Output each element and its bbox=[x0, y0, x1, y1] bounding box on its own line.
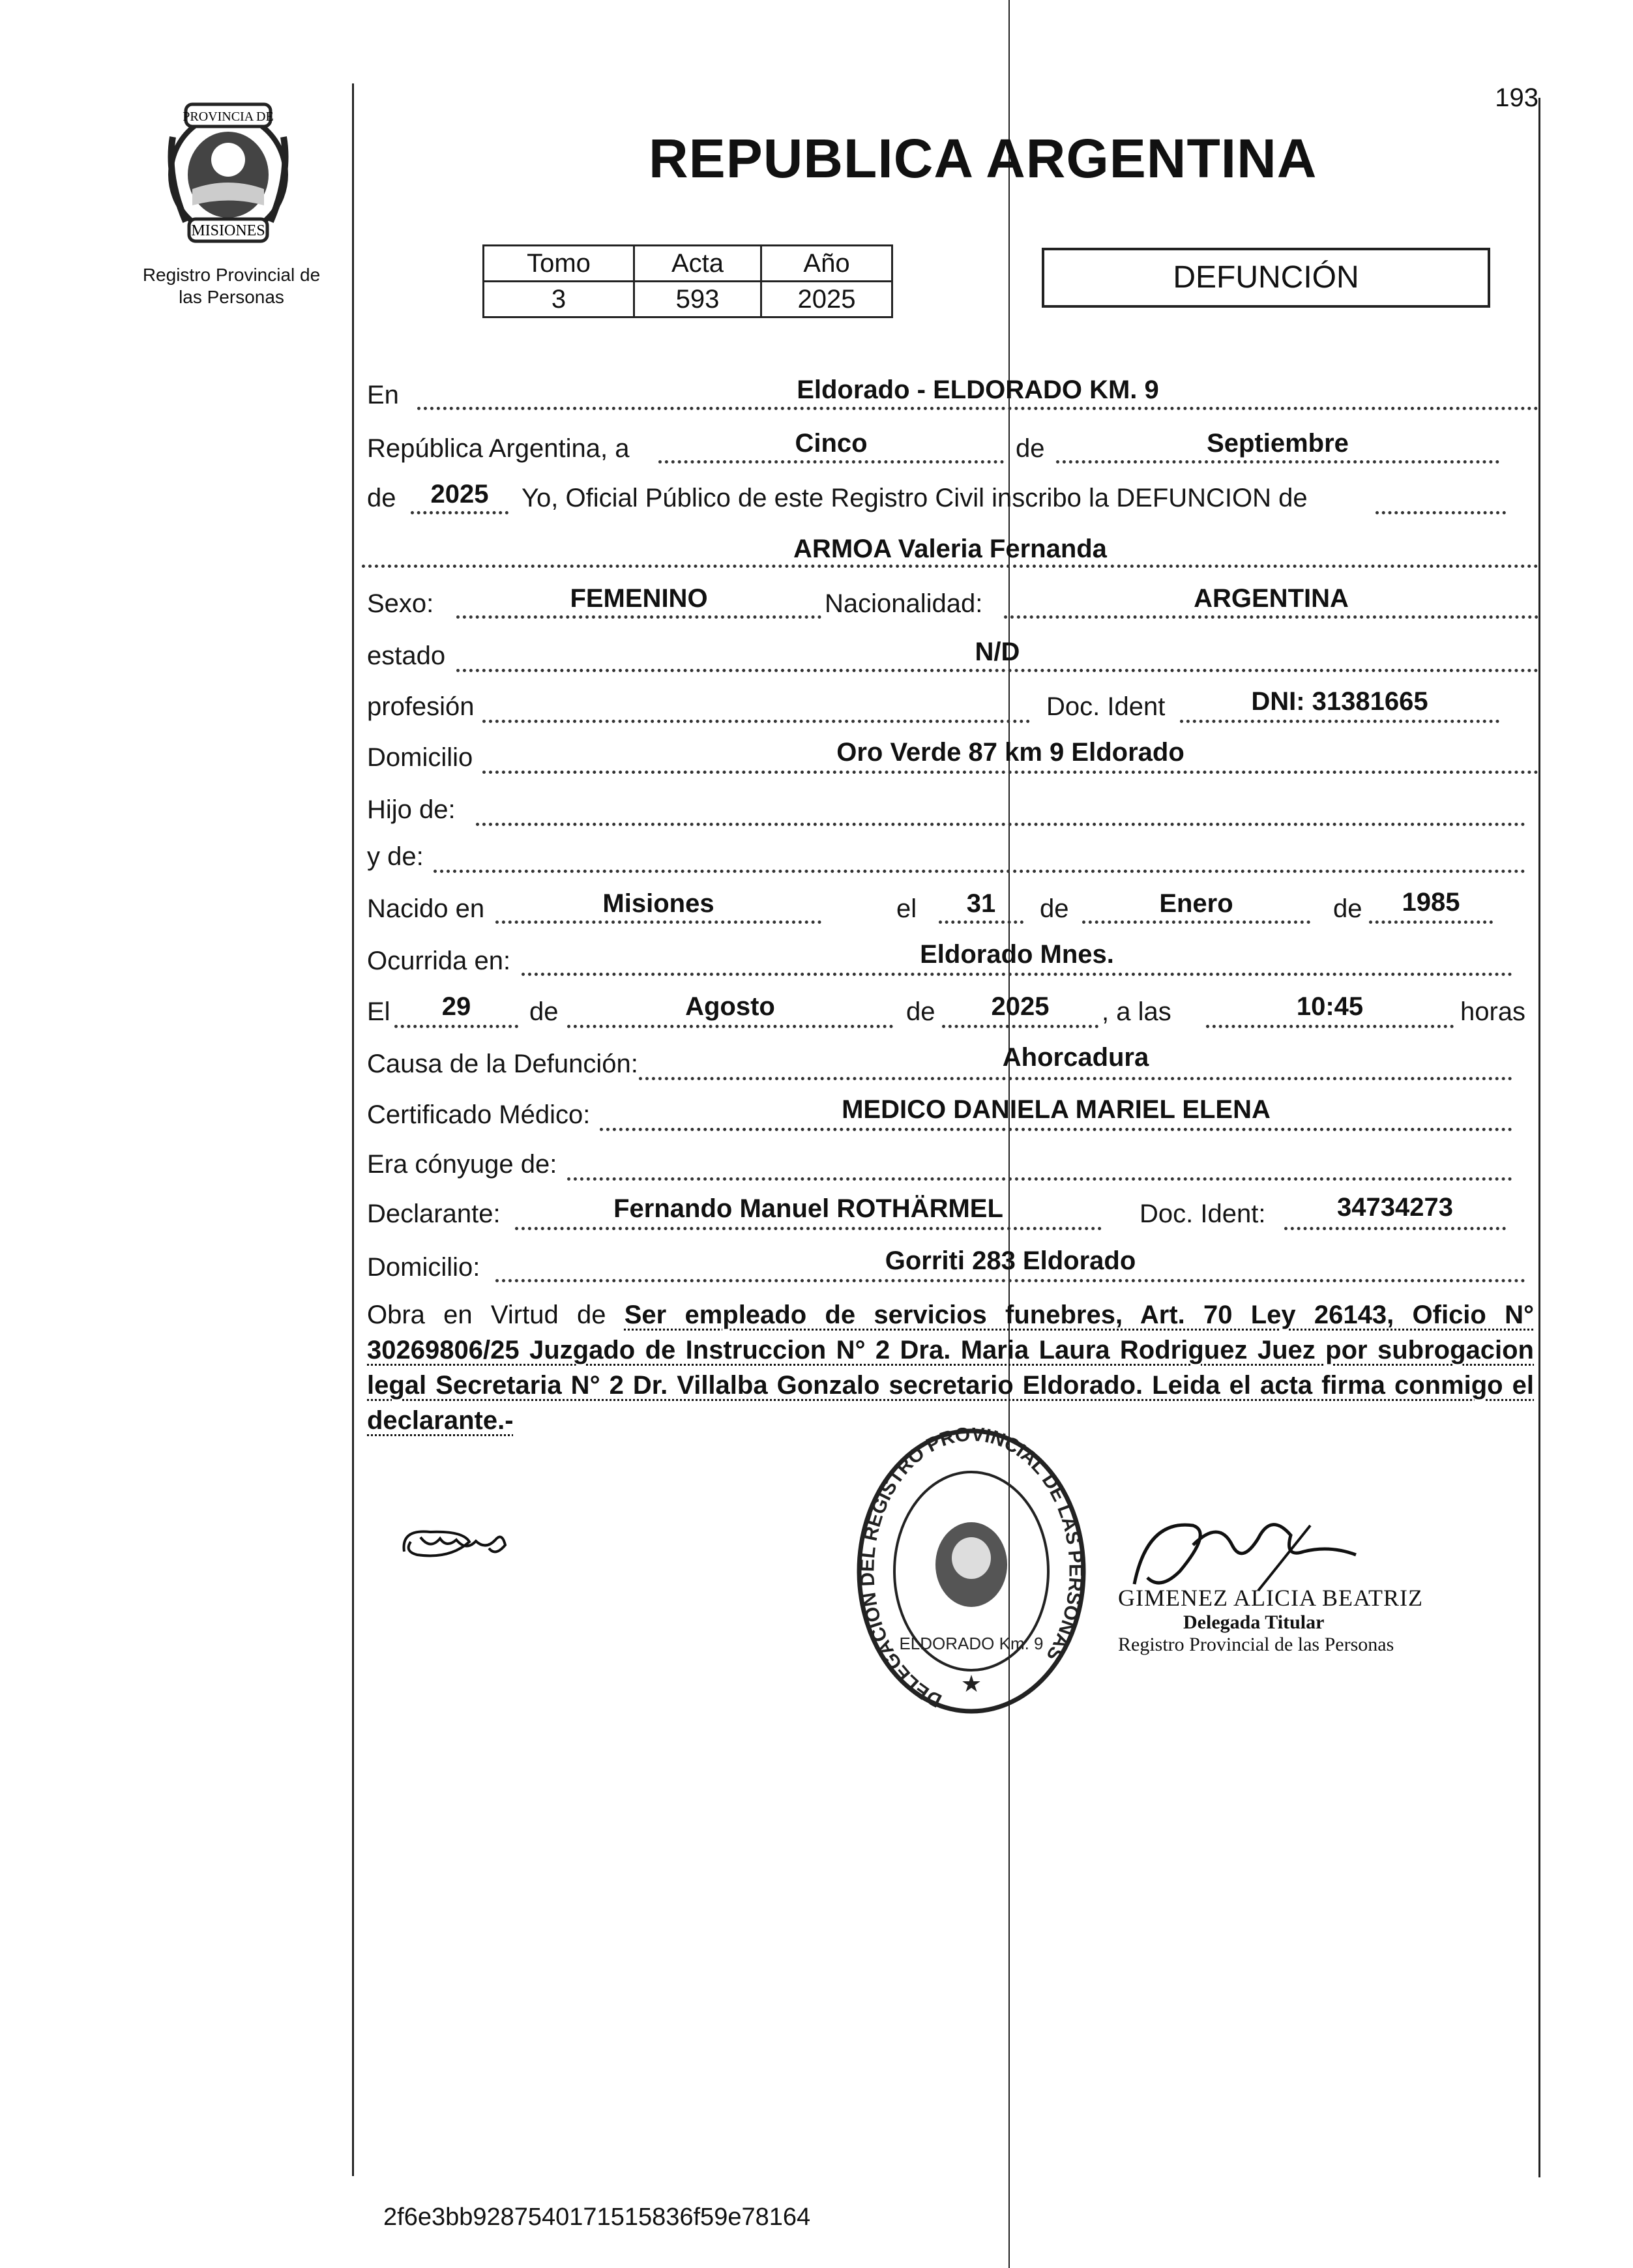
dotline-declarante-domicilio bbox=[495, 1279, 1525, 1282]
label-certificado: Certificado Médico: bbox=[367, 1100, 591, 1129]
label-nacido-en: Nacido en bbox=[367, 894, 485, 923]
value-fallec-dia: 29 bbox=[441, 992, 471, 1021]
label-de-1: de bbox=[1016, 434, 1045, 463]
page-title: REPUBLICA ARGENTINA bbox=[649, 128, 1317, 189]
emblem-top-text: PROVINCIA DE bbox=[183, 110, 274, 124]
registry-name bbox=[124, 264, 339, 308]
document-type-box bbox=[1042, 248, 1490, 308]
value-fallec-anio: 2025 bbox=[991, 992, 1050, 1021]
label-horas: horas bbox=[1460, 997, 1526, 1026]
dotline-sexo bbox=[456, 615, 821, 619]
declarant-signature bbox=[391, 1512, 535, 1571]
official-name: GIMENEZ ALICIA BEATRIZ bbox=[1118, 1585, 1423, 1611]
dotline-fallec-dia bbox=[394, 1025, 518, 1028]
dotline-certificado bbox=[600, 1128, 1512, 1131]
label-a-las: , a las bbox=[1102, 997, 1171, 1026]
value-certificado: MEDICO DANIELA MARIEL ELENA bbox=[842, 1095, 1271, 1124]
label-en: En bbox=[367, 381, 399, 409]
anio-header: Año bbox=[761, 246, 892, 282]
label-doc-ident: Doc. Ident bbox=[1046, 692, 1166, 721]
signature-block bbox=[1118, 1584, 1457, 1656]
center-fold-line bbox=[1008, 0, 1010, 2268]
label-de-fallec-1: de bbox=[529, 997, 559, 1026]
label-el-nacido: el bbox=[896, 894, 917, 923]
label-estado: estado bbox=[367, 641, 446, 670]
value-estado: N/D bbox=[975, 638, 1020, 666]
label-republica: República Argentina, a bbox=[367, 434, 630, 463]
value-declarante-domicilio: Gorriti 283 Eldorado bbox=[885, 1246, 1136, 1275]
value-nacido-anio: 1985 bbox=[1402, 888, 1460, 917]
dotline-conyuge bbox=[567, 1177, 1512, 1181]
label-doc-ident-declarante: Doc. Ident: bbox=[1140, 1200, 1266, 1228]
emblem-bottom-text: MISIONES bbox=[191, 222, 265, 239]
dotline-nombre bbox=[362, 565, 1538, 568]
value-hora: 10:45 bbox=[1296, 992, 1364, 1021]
dotline-causa bbox=[639, 1077, 1512, 1080]
label-hijo-de: Hijo de: bbox=[367, 795, 456, 824]
value-fallec-mes: Agosto bbox=[685, 992, 775, 1021]
misiones-shield-icon bbox=[147, 98, 310, 248]
dotline-dni bbox=[1180, 720, 1499, 723]
label-el: El bbox=[367, 997, 390, 1026]
registry-line-2: las Personas bbox=[179, 287, 284, 307]
value-mes: Septiembre bbox=[1207, 429, 1349, 458]
value-nacido-dia: 31 bbox=[966, 889, 996, 918]
acta-header: Acta bbox=[634, 246, 761, 282]
value-obra-texto: Ser empleado de servicios funebres, Art. 70 Ley 26143, Oficio N° 30269806/25 Juzgado de Instruccion N° 2 Dra. Maria Laura Rodriguez Juez por subrogacion legal Secretaria N° 2 Dr. Villalba Gonzalo secretario Eldorado. Leida el acta firma conmigo el declarante.- bbox=[367, 1301, 1534, 1435]
value-ocurrida: Eldorado Mnes. bbox=[920, 940, 1114, 969]
page-number: 193 bbox=[1495, 83, 1538, 112]
dotline-nacido-dia bbox=[939, 920, 1023, 924]
dotline-anio bbox=[411, 511, 508, 514]
book-reference-table bbox=[482, 244, 893, 318]
label-domicilio: Domicilio bbox=[367, 743, 473, 772]
label-obra: Obra en Virtud de bbox=[367, 1301, 606, 1329]
dotline-y-de bbox=[434, 870, 1525, 873]
stamp-star-icon: ★ bbox=[960, 1670, 982, 1697]
registry-stamp-icon bbox=[851, 1428, 1092, 1728]
dotline-fallec-anio bbox=[942, 1025, 1098, 1028]
acta-value: 593 bbox=[634, 282, 761, 317]
value-nombre: ARMOA Valeria Fernanda bbox=[793, 535, 1107, 563]
label-de-nacido-1: de bbox=[1040, 894, 1069, 923]
label-domicilio-declarante: Domicilio: bbox=[367, 1253, 480, 1282]
dotline-profesion bbox=[482, 720, 1030, 723]
dotline-nacido-lugar bbox=[495, 920, 821, 924]
dotline-nacionalidad bbox=[1004, 615, 1538, 619]
declarant-signature-icon bbox=[391, 1512, 535, 1571]
dotline-dia bbox=[658, 460, 1004, 464]
document-type: DEFUNCIÓN bbox=[1173, 260, 1359, 295]
tomo-header: Tomo bbox=[484, 246, 634, 282]
label-de-2: de bbox=[367, 484, 396, 512]
label-yo-oficial: Yo, Oficial Público de este Registro Civil inscribo la DEFUNCION de bbox=[522, 484, 1308, 512]
stamp-ring-text: DELEGACION DEL REGISTRO PROVINCIAL DE LAS PERSONAS bbox=[857, 1428, 1087, 1711]
book-table-header-row bbox=[484, 246, 892, 282]
label-de-fallec-2: de bbox=[906, 997, 935, 1026]
value-sexo: FEMENINO bbox=[570, 584, 708, 613]
tomo-value: 3 bbox=[484, 282, 634, 317]
value-causa: Ahorcadura bbox=[1002, 1043, 1149, 1072]
dotline-nacido-mes bbox=[1082, 920, 1310, 924]
book-table-value-row bbox=[484, 282, 892, 317]
label-y-de: y de: bbox=[367, 842, 424, 871]
left-margin-rule bbox=[352, 83, 354, 2176]
anio-value: 2025 bbox=[761, 282, 892, 317]
dotline-hora bbox=[1206, 1025, 1454, 1028]
value-lugar: Eldorado - ELDORADO KM. 9 bbox=[797, 376, 1159, 404]
province-emblem bbox=[147, 98, 310, 248]
dotline-declarante-doc bbox=[1284, 1227, 1506, 1230]
official-office: Registro Provincial de las Personas bbox=[1118, 1634, 1394, 1655]
label-de-nacido-2: de bbox=[1333, 894, 1362, 923]
stamp-inner-text: ELDORADO Km. 9 bbox=[899, 1634, 1044, 1653]
label-declarante: Declarante: bbox=[367, 1200, 501, 1228]
registry-line-1: Registro Provincial de bbox=[142, 265, 321, 285]
value-dia: Cinco bbox=[795, 429, 868, 458]
dotline-fallec-mes bbox=[567, 1025, 893, 1028]
official-role: Delegada Titular bbox=[1183, 1612, 1325, 1633]
official-stamp bbox=[851, 1428, 1092, 1728]
dotline-estado bbox=[456, 669, 1538, 672]
value-nacionalidad: ARGENTINA bbox=[1194, 584, 1349, 613]
dotline-declarante bbox=[515, 1227, 1102, 1230]
dotline-yo bbox=[1376, 511, 1506, 514]
document-hash: 2f6e3bb9287540171515836f59e78164 bbox=[383, 2203, 811, 2231]
dotline-nacido-anio bbox=[1369, 920, 1493, 924]
value-dni: DNI: 31381665 bbox=[1251, 687, 1428, 716]
right-margin-rule bbox=[1538, 98, 1540, 2177]
label-conyuge: Era cónyuge de: bbox=[367, 1150, 557, 1179]
label-sexo: Sexo: bbox=[367, 589, 434, 618]
value-nacido-lugar: Misiones bbox=[602, 889, 714, 918]
value-declarante: Fernando Manuel ROTHÄRMEL bbox=[613, 1194, 1003, 1223]
dotline-hijo-de bbox=[476, 823, 1525, 826]
value-domicilio: Oro Verde 87 km 9 Eldorado bbox=[836, 738, 1184, 767]
label-ocurrida: Ocurrida en: bbox=[367, 947, 511, 975]
dotline-domicilio bbox=[482, 771, 1538, 774]
label-profesion: profesión bbox=[367, 692, 475, 721]
obra-paragraph bbox=[367, 1297, 1534, 1438]
label-causa: Causa de la Defunción: bbox=[367, 1050, 638, 1078]
value-anio: 2025 bbox=[430, 480, 489, 508]
value-declarante-doc: 34734273 bbox=[1337, 1193, 1453, 1222]
dotline-en bbox=[417, 407, 1538, 410]
dotline-ocurrida bbox=[522, 973, 1512, 976]
value-nacido-mes: Enero bbox=[1159, 889, 1233, 918]
label-nacionalidad: Nacionalidad: bbox=[825, 589, 983, 618]
dotline-mes bbox=[1056, 460, 1499, 464]
